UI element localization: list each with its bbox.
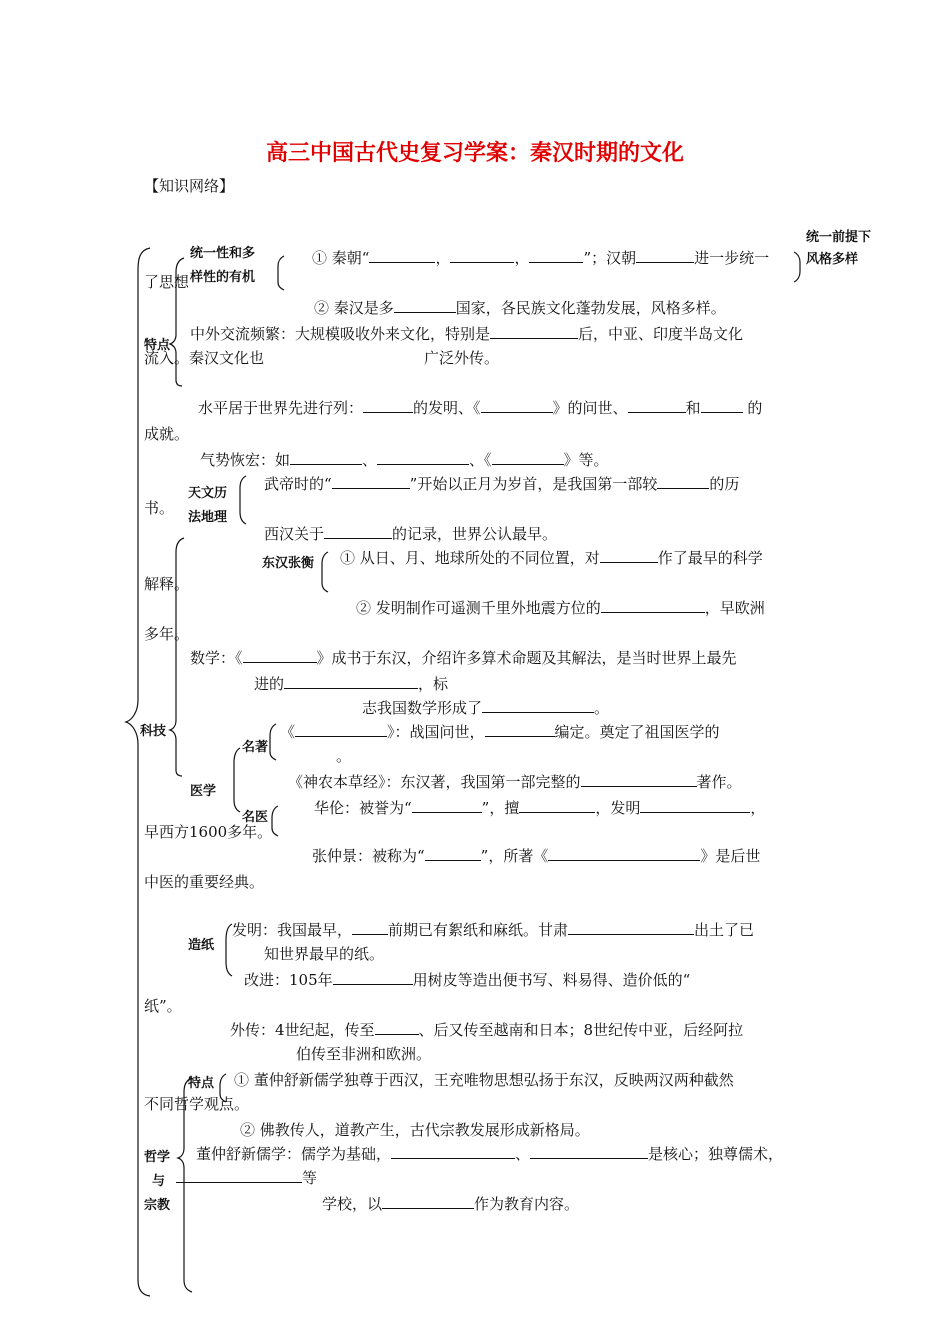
blank <box>636 248 694 263</box>
text-line: 中外交流频繁：大规模吸收外来文化，特别是 后，中亚、印度半岛文化 <box>190 325 744 343</box>
text-line: 武帝时的“ ”开始以正月为岁首，是我国第一部较 的历 <box>264 475 740 493</box>
blank <box>490 324 578 339</box>
text-line: 志我国数学形成了 。 <box>362 699 610 717</box>
text-line: ① 从日、月、地球所处的不同位置，对 作了最早的科学 <box>340 549 763 567</box>
text-line: 数学：《 》成书于东汉，介绍许多算术命题及其解法，是当时世界上最先 <box>190 649 737 667</box>
text-line: ② 佛教传人，道教产生，古代宗教发展形成新格局。 <box>240 1121 590 1139</box>
label-mingzhu: 名著 <box>242 740 269 755</box>
text-line: 发明：我国最早， 前期已有絮纸和麻纸。甘肃 出土了已 <box>232 921 755 939</box>
blank <box>352 920 388 935</box>
text-line: 董仲舒新儒学：儒学为基础， 、 是核心；独尊儒术， <box>196 1145 784 1163</box>
text-line: 《 》：战国问世， 编定。奠定了祖国医学的 <box>280 723 720 741</box>
blank <box>519 798 595 813</box>
blank <box>375 1020 419 1035</box>
label-tongyi: 统一前提下 <box>806 230 872 245</box>
label-youji-2: 样性的有机 <box>190 270 256 285</box>
label-mingyi: 名医 <box>242 810 269 825</box>
text-line: 。 <box>336 747 352 765</box>
text-line: 伯传至非洲和欧洲。 <box>296 1045 432 1063</box>
text-line: 流入。秦汉文化也 广泛外传。 <box>144 349 500 367</box>
label-zhexue-3: 宗教 <box>144 1198 171 1213</box>
text-line: 张仲景：被称为“ ”，所著《 》是后世 <box>312 847 761 865</box>
blank <box>640 798 750 813</box>
blank <box>701 398 743 413</box>
blank <box>581 772 697 787</box>
label-zhexue-1: 哲学 <box>144 1150 171 1165</box>
text-line: 纸”。 <box>144 997 182 1015</box>
text-line: 改进：105年 用树皮等造出便书写、料易得、造价低的“ <box>244 971 691 989</box>
text-line: ① 秦朝“ ， ， ”；汉朝 进一步统一 <box>312 249 770 267</box>
text-line: 知世界最早的纸。 <box>264 945 385 963</box>
blank <box>243 648 317 663</box>
label-zaozhi: 造纸 <box>188 938 215 953</box>
blank <box>600 548 658 563</box>
label-tedian-2: 特点 <box>188 1076 215 1091</box>
blank <box>657 474 709 489</box>
section-heading: 【知识网络】 <box>144 177 235 195</box>
label-tedian: 特点 <box>144 338 171 353</box>
text-line: 学校，以 作为教育内容。 <box>322 1195 580 1213</box>
blank <box>324 524 392 539</box>
text-line: 了思想 <box>144 273 190 291</box>
label-yixue: 医学 <box>190 784 217 799</box>
label-tianwen-2: 法地理 <box>188 510 228 525</box>
blank <box>363 398 413 413</box>
blank <box>290 450 362 465</box>
label-zhexue-2: 与 <box>152 1174 166 1189</box>
label-zhangheng: 东汉张衡 <box>262 556 315 571</box>
blank <box>394 298 456 313</box>
blank <box>369 248 435 263</box>
text-line: 《神农本草经》：东汉著，我国第一部完整的 著作。 <box>288 773 742 791</box>
label-fengge: 风格多样 <box>806 252 859 267</box>
text-line: 等 <box>176 1168 317 1188</box>
text-line: 书。 <box>144 499 175 517</box>
blank <box>492 450 564 465</box>
blank <box>425 846 481 861</box>
text-line: 解释。 <box>144 575 190 593</box>
blank <box>481 398 553 413</box>
text-line: 水平居于世界先进行列： 的发明、《 》的问世、 和 的 <box>198 399 763 417</box>
blank <box>529 248 583 263</box>
text-line: 中医的重要经典。 <box>144 873 265 891</box>
text-line: 华伦：被誉为“ ”，擅 ，发明 ， <box>314 799 766 817</box>
blank <box>548 846 700 861</box>
blank <box>450 248 514 263</box>
blank <box>176 1168 302 1183</box>
text-line: 进的 ，标 <box>254 675 449 693</box>
text-line: 多年。 <box>144 625 190 643</box>
blank <box>530 1144 648 1159</box>
blank <box>382 1194 474 1209</box>
text-line: 西汉关于 的记录，世界公认最早。 <box>264 525 558 543</box>
label-youji-1: 统一性和多 <box>190 246 256 261</box>
blank <box>284 674 418 689</box>
blank <box>628 398 686 413</box>
text-line: ② 发明制作可遥测千里外地震方位的 ，早欧洲 <box>356 599 765 617</box>
blank <box>377 450 469 465</box>
blank <box>568 920 694 935</box>
text-line: ② 秦汉是多 国家，各民族文化蓬勃发展，风格多样。 <box>314 299 726 317</box>
label-keji: 科技 <box>140 724 167 739</box>
blank <box>601 598 705 613</box>
text-line: 气势恢宏：如 、 、《 》等。 <box>200 451 609 469</box>
blank <box>332 474 410 489</box>
page-title: 高三中国古代史复习学案：秦汉时期的文化 <box>265 141 684 166</box>
blank <box>295 722 387 737</box>
blank <box>485 722 555 737</box>
text-line: ① 董仲舒新儒学独尊于西汉，王充唯物思想弘扬于东汉，反映两汉两种截然 <box>234 1071 734 1089</box>
text-line: 成就。 <box>144 425 190 443</box>
label-tianwen-1: 天文历 <box>188 486 228 501</box>
blank <box>412 798 482 813</box>
blank <box>391 1144 515 1159</box>
text-line: 外传：4世纪起，传至 、后又传至越南和日本；8世纪传中亚，后经阿拉 <box>230 1021 744 1039</box>
text-line: 早西方1600多年。 <box>144 823 273 841</box>
blank <box>482 698 594 713</box>
blank <box>333 970 413 985</box>
text-line: 不同哲学观点。 <box>144 1095 250 1113</box>
